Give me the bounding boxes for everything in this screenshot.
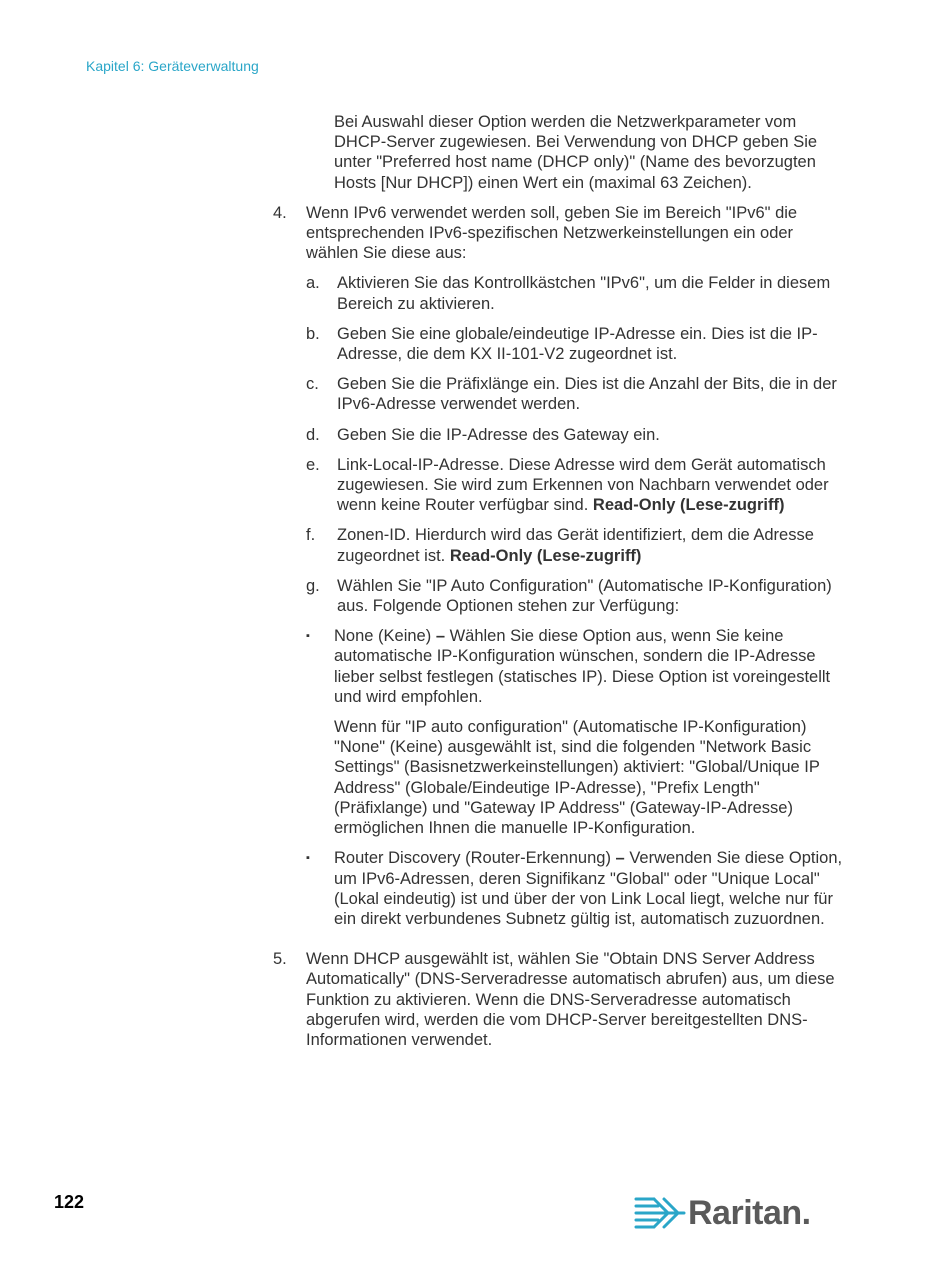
substep-g	[306, 576, 848, 616]
substep-plain-text: Zonen-ID. Hierdurch wird das Gerät identifiziert, dem die Adresse zugeordnet ist.	[337, 526, 814, 565]
chapter-header: Kapitel 6: Geräteverwaltung	[86, 58, 259, 74]
substep-text: Aktivieren Sie das Kontrollkästchen "IPv6", um die Felder in diesem Bereich zu aktivieren.	[337, 274, 831, 313]
intro-paragraph: Bei Auswahl dieser Option werden die Netzwerkparameter vom DHCP-Server zugewiesen. Bei Verwendung von DHCP geben Sie unter "Preferred host name (DHCP only)" (Name des bevorzugten Hosts [Nur DHCP]) einen Wert ein (maximal 63 Zeichen).	[334, 113, 818, 192]
option-description: Verwenden Sie diese Option, um IPv6-Adressen, deren Signifikanz "Global" oder "Unique Local" (Lokal eindeutig) ist und über der von Link Local liegt, welche nur für ein direkt verbundenes Subnetz gültig ist, automatisch zuzuordnen.	[334, 849, 843, 928]
step-body	[306, 203, 848, 939]
substep-letter: a.	[306, 274, 320, 293]
option-label: None (Keine)	[334, 627, 432, 646]
option-dash: –	[431, 627, 450, 646]
logo-wordmark: Raritan.	[688, 1194, 811, 1232]
bullet-text	[334, 626, 848, 707]
step-text: Wenn IPv6 verwendet werden soll, geben Sie im Bereich "IPv6" die entsprechenden IPv6-spezifischen Netzwerkeinstellungen ein oder wählen Sie diese aus:	[306, 203, 798, 263]
substep-letter: c.	[306, 375, 319, 394]
option-dash: –	[610, 849, 630, 868]
substep-letter: d.	[306, 425, 320, 444]
substep-letter: f.	[306, 526, 316, 545]
option-description: Wählen Sie diese Option aus, wenn Sie keine automatische IP-Konfiguration wünschen, sondern die IP-Adresse lieber selbst festlegen (statisches IP). Diese Option ist voreingestellt und wird empfohlen.	[334, 627, 831, 706]
substep-text	[337, 455, 848, 516]
substep-d	[306, 425, 848, 445]
page-content	[273, 112, 848, 1070]
substep-b	[306, 324, 848, 364]
option-label: Router Discovery (Router-Erkennung)	[334, 849, 611, 868]
none-note-paragraph: Wenn für "IP auto configuration" (Automatische IP-Konfiguration) "None" (Keine) ausgewählt ist, sind die folgenden "Network Basic Settings" (Basisnetzwerkeinstellungen) aktiviert: "Global/Unique IP Address" (Globale/Eindeutige IP-Adresse), "Prefix Length" (Präfixlange) und "Gateway IP Address" (Gateway-IP-Adresse) ermöglichen Ihnen die manuelle IP-Konfiguration.	[334, 718, 820, 838]
page-number: 122	[54, 1192, 85, 1212]
substep-letter: g.	[306, 576, 320, 595]
substep-letter: e.	[306, 455, 320, 474]
read-only-label: Read-Only (Lese-zugriff)	[592, 496, 785, 515]
substep-a	[306, 273, 848, 313]
step-number: 5.	[273, 950, 287, 969]
raritan-logo	[634, 1193, 824, 1233]
bullet-none	[306, 626, 848, 707]
bullet-text	[334, 848, 848, 929]
step-text: Wenn DHCP ausgewählt ist, wählen Sie "Obtain DNS Server Address Automatically" (DNS-Serveradresse automatisch abrufen) aus, um diese Funktion zu aktivieren. Wenn die DNS-Serveradresse automatisch abgerufen wird, werden die vom DHCP-Server bereitgestellten DNS-Informationen verwendet.	[306, 950, 835, 1049]
step-5	[273, 949, 848, 1060]
substep-text: Geben Sie eine globale/eindeutige IP-Adresse ein. Dies ist die IP-Adresse, die dem KX II-101-V2 zugeordnet ist.	[337, 324, 818, 364]
substep-plain-text: Link-Local-IP-Adresse. Diese Adresse wird dem Gerät automatisch zugewiesen. Sie wird zum Erkennen von Nachbarn verwendet oder wenn keine Router verfügbar sind.	[337, 455, 829, 515]
step-4	[273, 203, 848, 939]
substep-text	[337, 525, 848, 565]
substep-letter: b.	[306, 324, 320, 343]
substep-e	[306, 455, 848, 516]
step-body	[306, 949, 848, 1060]
substep-text: Wählen Sie "IP Auto Configuration" (Automatische IP-Konfiguration) aus. Folgende Optionen stehen zur Verfügung:	[337, 576, 832, 616]
bullet-router-discovery	[306, 848, 848, 929]
step-number: 4.	[273, 203, 287, 222]
substep-c	[306, 374, 848, 414]
substep-text: Geben Sie die Präfixlänge ein. Dies ist die Anzahl der Bits, die in der IPv6-Adresse verwendet werden.	[337, 375, 837, 414]
substep-f	[306, 525, 848, 565]
read-only-label: Read-Only (Lese-zugriff)	[449, 546, 642, 565]
square-bullet-icon: ▪	[306, 852, 310, 865]
square-bullet-icon: ▪	[306, 630, 310, 643]
raritan-logo-mark-icon	[634, 1195, 686, 1231]
substep-text: Geben Sie die IP-Adresse des Gateway ein.	[337, 425, 660, 444]
